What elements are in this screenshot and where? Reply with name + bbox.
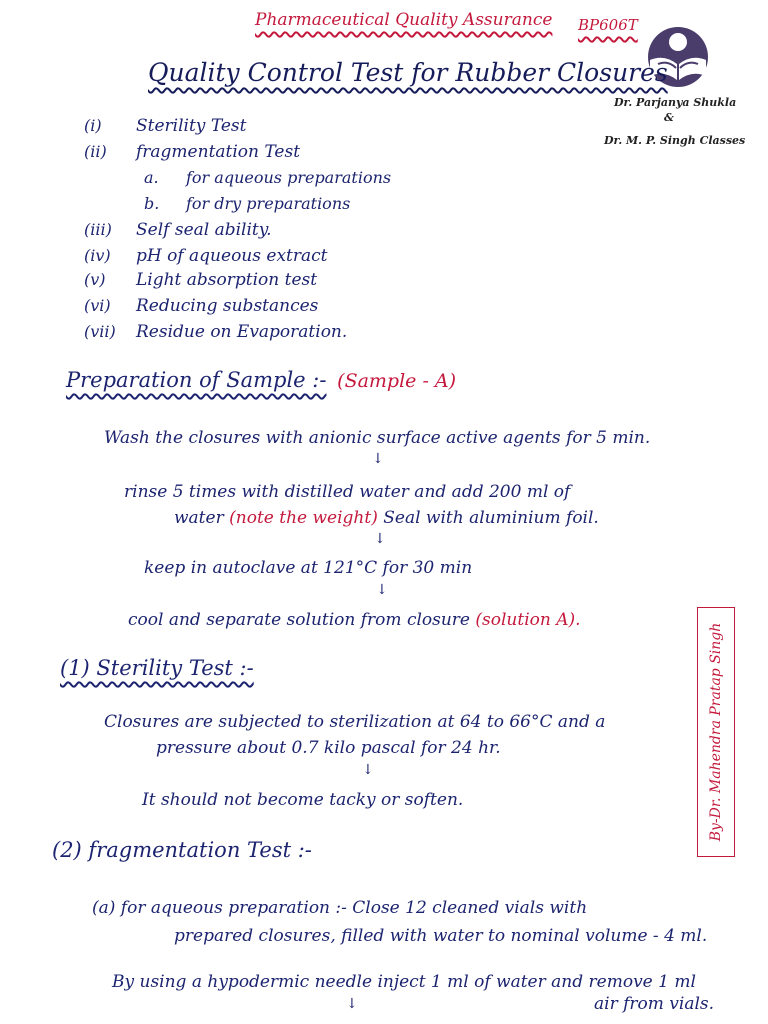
- sample-tag: (Sample - A): [337, 370, 457, 392]
- fragmentation-line-1: (a) for aqueous preparation :- Close 12 cleaned vials with: [92, 898, 588, 918]
- prep-step-2a: rinse 5 times with distilled water and add 200 ml of: [124, 482, 571, 502]
- sample-prep-heading-row: [66, 368, 456, 392]
- test-list-item: [84, 296, 318, 316]
- weight-note: (note the weight): [229, 508, 378, 528]
- sub-num: b.: [144, 194, 160, 213]
- test-label: Residue on Evaporation.: [136, 322, 348, 342]
- fragmentation-line-2: prepared closures, filled with water to nominal volume - 4 ml.: [174, 926, 708, 946]
- sterility-line-2: pressure about 0.7 kilo pascal for 24 hr.: [156, 738, 501, 758]
- test-num: (iii): [84, 220, 112, 239]
- prep-step-3: keep in autoclave at 121°C for 30 min: [144, 558, 473, 578]
- sterility-line-1: Closures are subjected to sterilization at 64 to 66°C and a: [104, 712, 606, 732]
- test-label: Reducing substances: [136, 296, 319, 316]
- test-num: (iv): [84, 246, 111, 265]
- prep-step-1: Wash the closures with anionic surface active agents for 5 min.: [104, 428, 651, 448]
- fragmentation-line-4: air from vials.: [594, 994, 715, 1014]
- test-list-item: [84, 142, 300, 162]
- test-num: (vi): [84, 296, 111, 315]
- course-code: BP606T: [578, 16, 638, 34]
- flow-arrow-icon: ↓: [362, 762, 374, 778]
- sample-prep-heading: Preparation of Sample :-: [66, 368, 327, 392]
- fragmentation-line-3: By using a hypodermic needle inject 1 ml of water and remove 1 ml: [112, 972, 696, 992]
- prep-step-2b: [174, 508, 599, 528]
- prep-step-2b-post: Seal with aluminium foil.: [383, 508, 599, 528]
- side-note: By-Dr. Mahendra Pratap Singh: [708, 622, 724, 842]
- flow-arrow-icon: ↓: [346, 996, 358, 1012]
- sub-label: for dry preparations: [186, 194, 351, 213]
- test-list-item: [84, 322, 347, 342]
- test-label: fragmentation Test: [136, 142, 301, 162]
- subject-header: Pharmaceutical Quality Assurance: [255, 10, 553, 30]
- prep-step-4-pre: cool and separate solution from closure: [128, 610, 470, 630]
- test-num: (ii): [84, 142, 107, 161]
- solution-a-note: (solution A).: [475, 610, 581, 630]
- fragmentation-sub-item: [144, 168, 391, 187]
- sub-num: a.: [144, 168, 159, 187]
- sterility-line-3: It should not become tacky or soften.: [142, 790, 464, 810]
- test-label: Light absorption test: [136, 270, 318, 290]
- prep-step-4: [128, 610, 581, 630]
- test-label: pH of aqueous extract: [136, 246, 328, 266]
- page-title: Quality Control Test for Rubber Closures: [148, 58, 668, 87]
- test-list-item: [84, 116, 246, 136]
- test-num: (vii): [84, 322, 116, 341]
- test-list-item: [84, 270, 317, 290]
- prep-step-2b-pre: water: [174, 508, 224, 528]
- author-line-2: &: [664, 111, 674, 124]
- author-line-1: Dr. Parjanya Shukla: [614, 96, 737, 109]
- fragmentation-sub-item: [144, 194, 350, 213]
- test-list-item: [84, 246, 327, 266]
- test-num: (v): [84, 270, 106, 289]
- sterility-heading: (1) Sterility Test :-: [60, 656, 254, 680]
- sub-label: for aqueous preparations: [186, 168, 392, 187]
- fragmentation-heading: (2) fragmentation Test :-: [52, 838, 312, 862]
- test-num: (i): [84, 116, 102, 135]
- author-line-3: Dr. M. P. Singh Classes: [604, 134, 746, 147]
- flow-arrow-icon: ↓: [372, 451, 384, 467]
- test-label: Sterility Test: [136, 116, 247, 136]
- flow-arrow-icon: ↓: [376, 582, 388, 598]
- flow-arrow-icon: ↓: [374, 531, 386, 547]
- test-label: Self seal ability.: [136, 220, 272, 240]
- side-note-box: [697, 607, 735, 857]
- test-list-item: [84, 220, 272, 240]
